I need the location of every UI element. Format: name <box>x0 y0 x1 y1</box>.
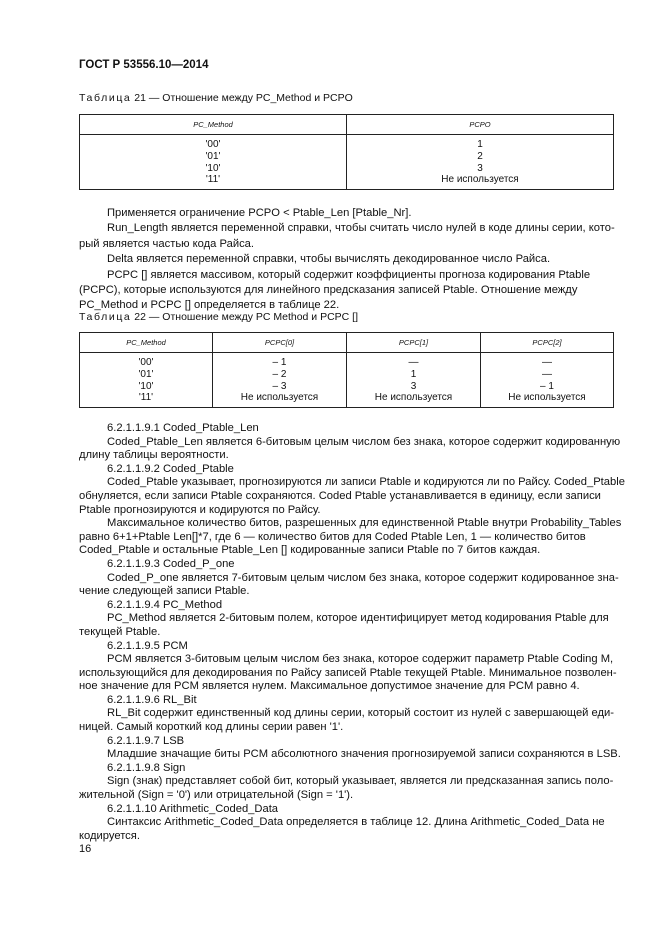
text-line: рый является частью кода Райса. <box>79 237 254 250</box>
document-header: ГОСТ Р 53556.10—2014 <box>79 59 209 71</box>
col-header-pcpc-2: PCPC[2] <box>481 333 614 353</box>
table-row <box>80 135 614 190</box>
col-header-pc-method: PC_Method <box>80 333 213 353</box>
section-heading: 6.2.1.1.9.8 Sign <box>107 761 186 774</box>
text-line: Младшие значащие биты PCM абсолютного значения прогнозируемой записи сохраняются в LSB. <box>107 748 621 761</box>
cell-value: 2 <box>477 150 483 162</box>
text-line: PCM является 3-битовым целым числом без знака, которое содержит параметр Ptable Coding M, <box>107 653 614 666</box>
text-line: Ptable прогнозируются и кодируются по Райсу. <box>79 503 321 516</box>
pcpo-values <box>347 135 614 190</box>
cell-value: – 3 <box>272 380 287 392</box>
text-line: Максимальное количество битов, разрешенных для единственной Ptable внутри Probability_Tables <box>107 517 622 530</box>
page-number: 16 <box>79 843 92 855</box>
text-line: RL_Bit содержит единственный код длины серии, который состоит из нулей с завершающей еди- <box>107 707 615 720</box>
section-heading: 6.2.1.1.9.6 RL_Bit <box>107 693 197 706</box>
table-header-row <box>80 115 614 135</box>
text-line: Coded_Ptable указывает, прогнозируются ли записи Ptable и кодируются ли по Райсу. Coded_Ptable <box>107 476 625 489</box>
pcpc-0-values <box>213 353 347 408</box>
text-line: PCPC [] является массивом, который содержит коэффициенты прогноза кодирования Ptable <box>107 268 591 281</box>
cell-value: — <box>542 368 552 380</box>
text-line: текущей Ptable. <box>79 625 161 638</box>
pcpc-2-values <box>481 353 614 408</box>
section-heading: 6.2.1.1.9.1 Coded_Ptable_Len <box>107 422 259 434</box>
pcpc-1-values <box>347 353 481 408</box>
text-line: PC_Method является 2-битовым полем, которое идентифицирует метод кодирования Ptable для <box>107 612 609 625</box>
text-line: Синтаксис Arithmetic_Coded_Data определяется в таблице 12. Длина Arithmetic_Coded_Data не <box>107 816 605 829</box>
cell-value: Не используется <box>240 392 319 404</box>
cell-value: — <box>542 357 552 368</box>
cell-value: Не используется <box>374 392 453 404</box>
col-header-pcpc-1: PCPC[1] <box>347 333 481 353</box>
table-word: Таблица <box>79 311 132 323</box>
text-line: равно 6+1+Ptable Len[]*7, где 6 — количество битов для Coded Ptable Len, 1 — количество битов <box>79 530 586 543</box>
text-line: ницей. Самый короткий код длины серии равен '1'. <box>79 721 344 734</box>
text-line: обнуляется, если записи Ptable сохраняются. Coded Ptable устанавливается в единицу, если записи <box>79 489 601 502</box>
pc-method-values <box>80 353 213 408</box>
cell-value: '11' <box>138 392 154 404</box>
col-header-pcpo: PCPO <box>347 115 614 135</box>
cell-value: '01' <box>138 368 154 380</box>
cell-value: – 1 <box>540 380 554 392</box>
cell-value: 3 <box>410 380 417 392</box>
table-22 <box>79 332 614 408</box>
caption-text: 22 — Отношение между PC Method и PCPC [] <box>131 311 359 323</box>
table-word: Таблица <box>79 92 132 104</box>
text-line: Delta является переменной справки, чтобы вычислять декодированное число Райса. <box>107 253 551 266</box>
text-line: жительной (Sign = '0') или отрицательной (Sign = '1'). <box>79 789 354 802</box>
section-heading: 6.2.1.1.9.2 Coded_Ptable <box>107 462 234 475</box>
pc-method-values <box>80 135 347 190</box>
caption-text: 21 — Отношение между PC_Method и PCPO <box>131 92 353 104</box>
text-line: длину таблицы вероятности. <box>79 449 229 462</box>
cell-value: '10' <box>205 162 221 174</box>
table-22-caption <box>79 311 358 324</box>
text-line: использующийся для декодирования по Райсу записей Ptable текущей Ptable. Минимальное позволен- <box>79 666 617 679</box>
cell-value: — <box>408 357 419 368</box>
section-heading: 6.2.1.1.9.4 PC_Method <box>107 598 223 611</box>
cell-value: '01' <box>205 150 221 162</box>
text-line: Sign (знак) представляет собой бит, который указывает, является ли предсказанная запись поло- <box>107 775 614 788</box>
text-line: (PCPC), которые используются для линейного предсказания записей Ptable. Отношение между <box>79 284 578 297</box>
cell-value: '11' <box>205 174 221 186</box>
text-line: Coded_P_one является 7-битовым целым числом без знака, которое содержит кодированное зна- <box>107 571 619 584</box>
section-heading: 6.2.1.1.9.3 Coded_P_one <box>107 557 235 570</box>
text-line: Применяется ограничение PCPO < Ptable_Len [Ptable_Nr]. <box>107 207 412 219</box>
cell-value: '00' <box>138 357 154 368</box>
cell-value: Не используется <box>508 392 586 404</box>
table-21 <box>79 114 614 190</box>
cell-value: 1 <box>477 139 483 150</box>
text-line: PC_Method и PCPC [] определяется в таблице 22. <box>79 299 340 312</box>
section-heading: 6.2.1.1.9.5 PCM <box>107 639 188 652</box>
cell-value: – 1 <box>272 357 287 368</box>
table-21-caption <box>79 92 353 105</box>
cell-value: '10' <box>138 380 154 392</box>
col-header-pc-method: PC_Method <box>80 115 347 135</box>
text-line: чение следующей записи Ptable. <box>79 585 250 598</box>
col-header-pcpc-0: PCPC[0] <box>213 333 347 353</box>
cell-value: Не используется <box>441 174 519 186</box>
table-header-row <box>80 333 614 353</box>
section-heading: 6.2.1.1.10 Arithmetic_Coded_Data <box>107 802 279 815</box>
cell-value: '00' <box>205 139 221 150</box>
cell-value: – 2 <box>272 368 287 380</box>
text-line: Run_Length является переменной справки, чтобы считать число нулей в коде длины серии, кото- <box>107 222 615 235</box>
text-line: кодируется. <box>79 829 140 842</box>
cell-value: 3 <box>477 162 483 174</box>
text-line: Coded_Ptable и остальные Ptable_Len [] кодированные записи Ptable по 7 битов каждая. <box>79 544 541 557</box>
text-line: Coded_Ptable_Len является 6-битовым целым числом без знака, которое содержит кодированную <box>107 435 621 448</box>
paragraph-block-1 <box>79 206 613 314</box>
cell-value: 1 <box>410 368 417 380</box>
text-line: ное значение для PCM является нулем. Максимальное допустимое значение для PCM равно 4. <box>79 680 580 693</box>
section-heading: 6.2.1.1.9.7 LSB <box>107 734 185 747</box>
table-row <box>80 353 614 408</box>
body-text <box>79 422 625 843</box>
